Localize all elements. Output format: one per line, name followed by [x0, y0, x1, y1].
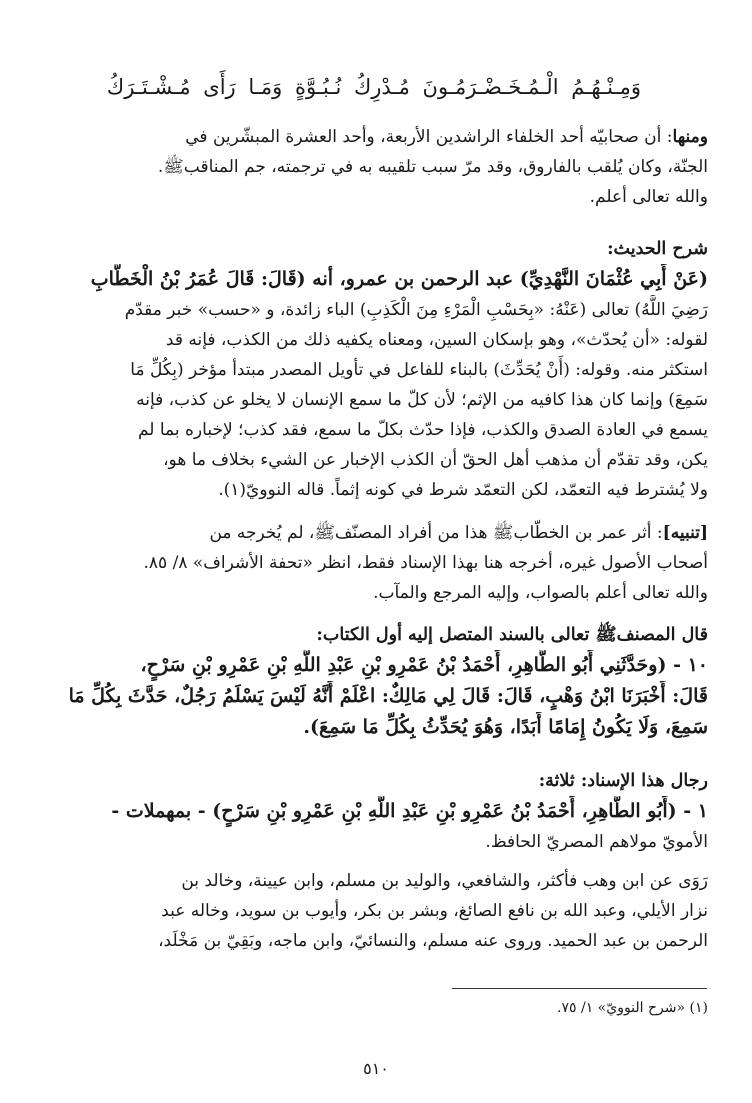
text-line: سَمِعَ) وإنما كان هذا كافيه من الإثم؛ لأن كلّ ما سمع الإنسان لا يخلو عن كذب، فإنه	[136, 390, 708, 410]
note-label: [تنبيه]	[662, 523, 708, 543]
lead-word: ومنها	[672, 127, 708, 147]
text-line: والله تعالى أعلم.	[589, 187, 708, 207]
section-heading: رجال هذا الإسناد: ثلاثة:	[538, 771, 708, 791]
text-line: [تنبيه]: أثر عمر بن الخطّابﷺ هذا من أفراد المصنّفﷺ، لم يُخرجه من	[209, 523, 708, 543]
section-author-chain	[40, 620, 708, 743]
text-line: أصحاب الأصول غيره، أخرجه هنا بهذا الإسناد فقط، انظر «تحفة الأشراف» ٨/ ٨٥.	[143, 553, 708, 573]
text-line: الأمويّ مولاهم المصريّ الحافظ.	[485, 832, 708, 852]
page-number: ٥١٠	[363, 1059, 389, 1078]
text-line: ١٠ - (وحَدَّثَنِي أَبُو الطَّاهِرِ، أَحْمَدُ بْنُ عَمْرِو بْنِ عَبْدِ اللَّهِ بْنِ عَمْرِو بْنِ سَرْحٍ،	[140, 654, 708, 676]
text-line: نزار الأيلي، وعبد الله بن نافع الصائغ، وبشر بن بكر، وأيوب بن سويد، وخاله عبد	[161, 901, 708, 921]
text-line: الجنّة، وكان يُلقب بالفاروق، وقد مرّ سبب تلقيبه به في ترجمته، جم المناقبﷺ.	[157, 157, 708, 177]
text-line: قَالَ: أَخْبَرَنَا ابْنُ وَهْبٍ، قَالَ: قَالَ لِي مَالِكٌ: اعْلَمْ أَنَّهُ لَيْسَ يَسْلَمُ رَجُلٌ، حَدَّثَ بِكُلِّ مَا	[68, 685, 708, 707]
section-heading: شرح الحديث:	[607, 239, 708, 259]
section-hadith-explanation	[40, 234, 708, 505]
text-line: رَضِيَ اللَّهُ) تعالى (عَنْهُ: «بِحَسْبِ الْمَرْءِ مِنَ الْكَذِبِ) الباء زائدة، و «حسب» خبر مقدّم	[124, 300, 708, 320]
section-heading: قال المصنفﷺ تعالى بالسند المتصل إليه أول الكتاب:	[316, 625, 708, 645]
footnote: (١) «شرح النوويّ» ١/ ٧٥.	[557, 1000, 708, 1016]
section-narrators	[40, 766, 708, 857]
section-narrator-bio	[40, 866, 708, 956]
text-line: استكثر منه. وقوله: (أَنْ يُحَدِّثَ) بالبناء للفاعل في تأويل المصدر مبتدأ مؤخر (بِكُلِّ مَا	[130, 360, 708, 380]
text-line: ١ - (أَبُو الطَّاهِرِ، أَحْمَدُ بْنُ عَمْرِو بْنِ عَبْدِ اللَّهِ بْنِ عَمْرِو بْنِ سَرْحٍ) - بمهملات -	[111, 800, 708, 822]
footnote-divider	[452, 988, 707, 989]
text-line: رَوَى عن ابن وهب فأكثر، والشافعي، والوليد بن مسلم، وابن عيينة، وخالد بن	[181, 871, 708, 891]
text-line: يسمع في العادة الصدق والكذب، فإذا حدّث بكلّ ما سمع، فقد كذب؛ لإخباره بما لم	[137, 420, 708, 440]
text-line: (عَنْ أَبِي عُثْمَانَ النَّهْدِيِّ) عبد الرحمن بن عمرو، أنه (قَالَ: قَالَ عُمَرُ بْنُ الْخَطَّابِ	[90, 268, 708, 290]
text-line: الرحمن بن عبد الحميد. وروى عنه مسلم، والنسائيّ، وابن ماجه، وبَقِيّ بن مَخْلَد،	[158, 931, 708, 951]
section-note	[40, 518, 708, 608]
text-line: والله تعالى أعلم بالصواب، وإليه المرجع والمآب.	[373, 583, 708, 603]
text-line: لقوله: «أن يُحدّث»، وهو بإسكان السين، ومعناه يكفيه ذلك من الكذب، فإنه قد	[165, 330, 708, 350]
text-line: سَمِعَ، وَلَا يَكُونُ إِمَامًا أَبَدًا، وَهُوَ يُحَدِّثُ بِكُلِّ مَا سَمِعَ).	[303, 716, 708, 738]
text-line: ولا يُشترط فيه التعمّد، لكن التعمّد شرط في كونه إثماً. قاله النوويّ(١).	[218, 480, 708, 500]
poem-verse: وَمِـنْـهُـمُ الْـمُـخَـضْـرَمُـونَ مُـدْرِكُ نُـبُـوَّةٍ وَمَـا رَأَى مُـشْـتَـرَكُ	[106, 75, 642, 99]
text-line: يكن، وقد تقدّم أن مذهب أهل الحقّ أن الكذب الإخبار عن الشيء بخلاف ما هو،	[163, 450, 708, 470]
text-line: ومنها: أن صحابيّه أحد الخلفاء الراشدين الأربعة، وأحد العشرة المبشّرين في	[185, 127, 708, 147]
section-companion-note	[40, 122, 708, 212]
